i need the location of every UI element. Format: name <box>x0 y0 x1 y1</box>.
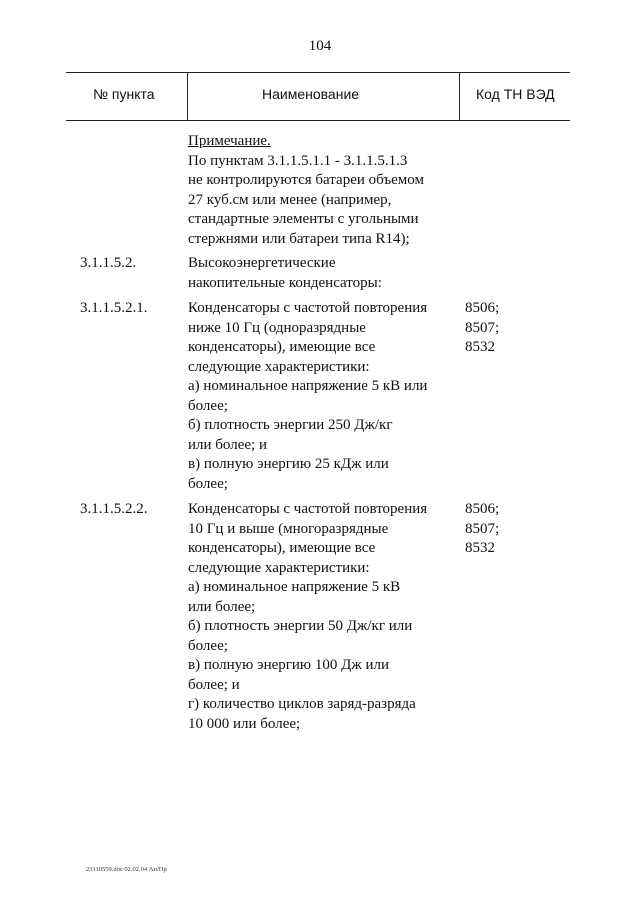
text-line: следующие характеристики: <box>188 358 370 375</box>
code-line: 8507; <box>465 319 500 336</box>
text-line: более; <box>188 637 228 654</box>
text-line: более; и <box>188 676 240 693</box>
row-name <box>188 500 463 734</box>
text-line: а) номинальное напряжение 5 кВ или <box>188 378 428 394</box>
text-line: Конденсаторы с частотой повторения <box>188 300 428 316</box>
code-line: 8506; <box>465 300 500 316</box>
column-divider <box>459 73 460 120</box>
text-line: следующие характеристики: <box>188 559 370 576</box>
text-line: в) полную энергию 100 Дж или <box>188 657 390 673</box>
text-line: в) полную энергию 25 кДж или <box>188 456 389 472</box>
text-line: или более; и <box>188 436 267 453</box>
code-line: 8532 <box>465 339 495 355</box>
text-line: накопительные конденсаторы: <box>188 274 382 291</box>
text-line: По пунктам 3.1.1.5.1.1 - 3.1.1.5.1.3 <box>188 152 408 169</box>
row-number: 3.1.1.5.2.1. <box>80 300 148 316</box>
text-line: г) количество циклов заряд-разряда <box>188 696 416 712</box>
text-line: б) плотность энергии 250 Дж/кг <box>188 417 393 433</box>
code-line: 8507; <box>465 520 500 537</box>
text-line: 10 000 или более; <box>188 715 301 732</box>
page-number: 104 <box>308 38 332 54</box>
row-number: 3.1.1.5.2.2. <box>80 501 148 517</box>
row-name <box>188 254 463 293</box>
code-line: 8532 <box>465 540 495 556</box>
text-line: более; <box>188 397 228 414</box>
row-name <box>188 299 463 494</box>
text-line: стержнями или батареи типа R14); <box>188 230 410 247</box>
document-footer: 23110559.doc 02.02.04 Ап/Пр <box>86 866 167 873</box>
column-divider <box>187 73 188 120</box>
text-line: 10 Гц и выше (многоразрядные <box>188 520 389 537</box>
column-header-name: Наименование <box>262 86 360 102</box>
text-line: 27 куб.см или менее (например, <box>188 191 392 208</box>
column-header-number: № пункта <box>93 86 155 102</box>
text-line: ниже 10 Гц (одноразрядные <box>188 319 366 336</box>
text-line: не контролируются батареи объемом <box>188 172 425 188</box>
note-heading: Примечание. <box>188 133 271 149</box>
text-line: более; <box>188 475 228 492</box>
text-line: б) плотность энергии 50 Дж/кг или <box>188 618 413 634</box>
table-header <box>66 72 570 121</box>
code-line: 8506; <box>465 501 500 517</box>
text-line: Конденсаторы с частотой повторения <box>188 501 428 517</box>
column-header-code: Код ТН ВЭД <box>476 86 555 102</box>
text-line: конденсаторы), имеющие все <box>188 339 376 355</box>
text-line: или более; <box>188 598 256 615</box>
row-name <box>188 132 463 249</box>
text-line: а) номинальное напряжение 5 кВ <box>188 579 401 595</box>
row-code <box>465 299 525 358</box>
row-code <box>465 500 525 559</box>
text-line: Высокоэнергетические <box>188 255 336 271</box>
row-number: 3.1.1.5.2. <box>80 255 137 271</box>
text-line: конденсаторы), имеющие все <box>188 540 376 556</box>
text-line: стандартные элементы с угольными <box>188 211 419 227</box>
